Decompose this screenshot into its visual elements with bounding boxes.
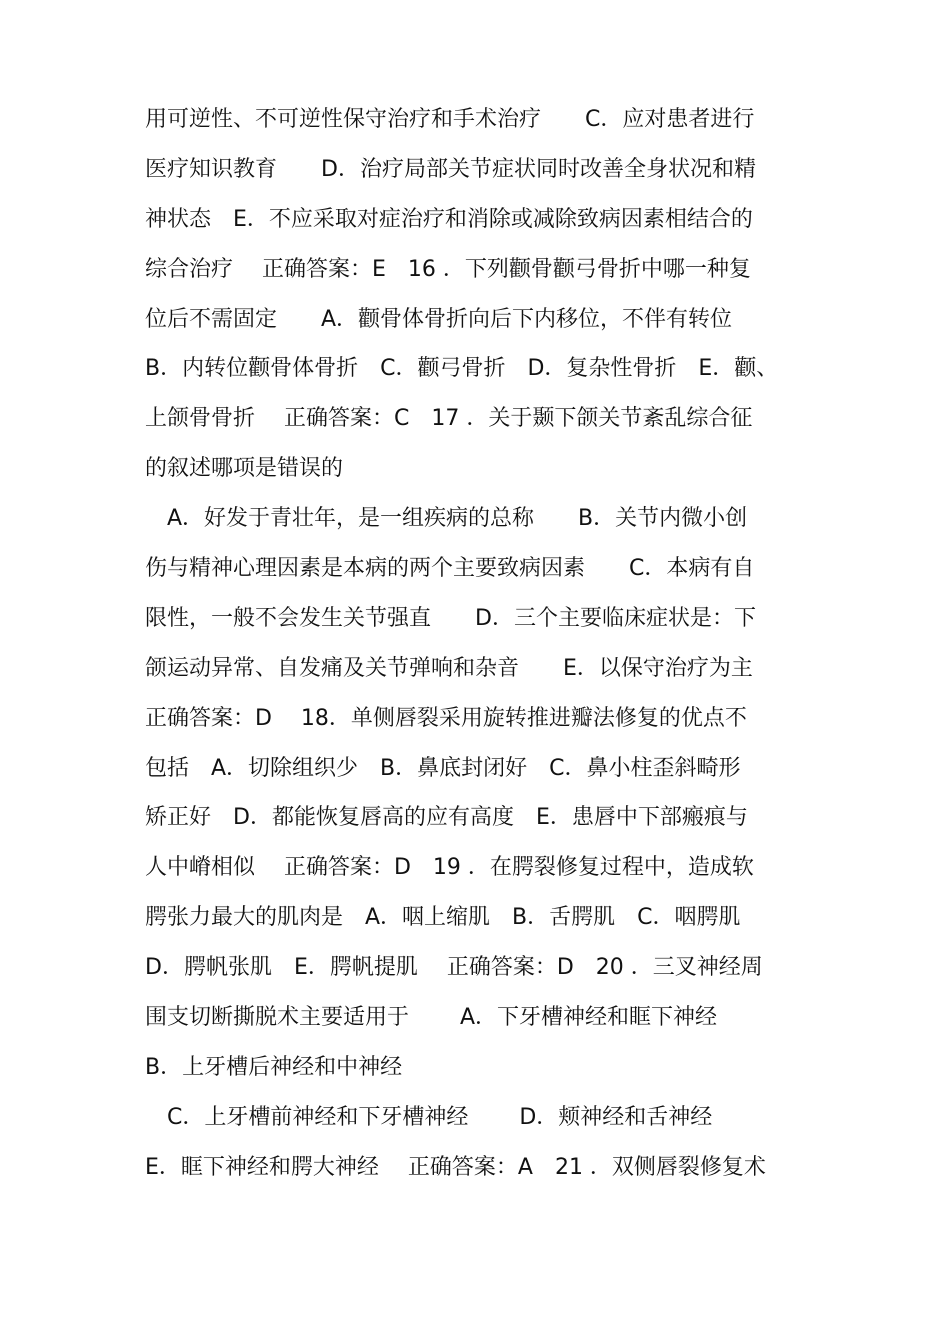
text-line: 神状态 E．不应采取对症治疗和消除或减除致病因素相结合的 <box>145 206 753 232</box>
text-line: B．内转位颧骨体骨折 C．颧弓骨折 D．复杂性骨折 E．颧、 <box>145 356 779 382</box>
text-line: A．好发于青壮年，是一组疾病的总称 B．关节内微小创 <box>145 506 748 532</box>
text-line: 正确答案：D 18．单侧唇裂采用旋转推进瓣法修复的优点不 <box>145 705 747 731</box>
text-line: B．上牙槽后神经和中神经 <box>145 1054 403 1080</box>
text-line: 限性，一般不会发生关节强直 D．三个主要临床症状是：下 <box>145 605 756 631</box>
text-line: 伤与精神心理因素是本病的两个主要致病因素 C．本病有自 <box>145 556 755 582</box>
text-line: C．上牙槽前神经和下牙槽神经 D．颊神经和舌神经 <box>145 1104 713 1130</box>
text-line: 围支切断撕脱术主要适用于 A．下牙槽神经和眶下神经 <box>145 1005 718 1031</box>
text-line: 人中嵴相似 正确答案：D 19 ．在腭裂修复过程中，造成软 <box>145 855 754 881</box>
text-line: 上颌骨骨折 正确答案：C 17 ．关于颞下颌关节紊乱综合征 <box>145 406 753 432</box>
document-body <box>145 95 810 1193</box>
text-line: E．眶下神经和腭大神经 正确答案：A 21 ．双侧唇裂修复术 <box>145 1154 766 1180</box>
text-line: D．腭帆张肌 E．腭帆提肌 正确答案：D 20 ．三叉神经周 <box>145 955 763 981</box>
text-line: 腭张力最大的肌肉是 A．咽上缩肌 B．舌腭肌 C．咽腭肌 <box>145 905 741 931</box>
text-line: 包括 A．切除组织少 B．鼻底封闭好 C．鼻小柱歪斜畸形 <box>145 755 741 781</box>
text-line: 颌运动异常、自发痛及关节弹响和杂音 E．以保守治疗为主 <box>145 655 753 681</box>
text-line: 综合治疗 正确答案：E 16 ．下列颧骨颧弓骨折中哪一种复 <box>145 256 751 282</box>
text-line: 位后不需固定 A．颧骨体骨折向后下内移位，不伴有转位 <box>145 306 733 332</box>
text-line: 医疗知识教育 D．治疗局部关节症状同时改善全身状况和精 <box>145 156 756 182</box>
text-line: 矫正好 D．都能恢复唇高的应有高度 E．患唇中下部瘢痕与 <box>145 805 748 831</box>
text-line: 用可逆性、不可逆性保守治疗和手术治疗 C．应对患者进行 <box>145 107 755 132</box>
text-line: 的叙述哪项是错误的 <box>145 456 344 482</box>
